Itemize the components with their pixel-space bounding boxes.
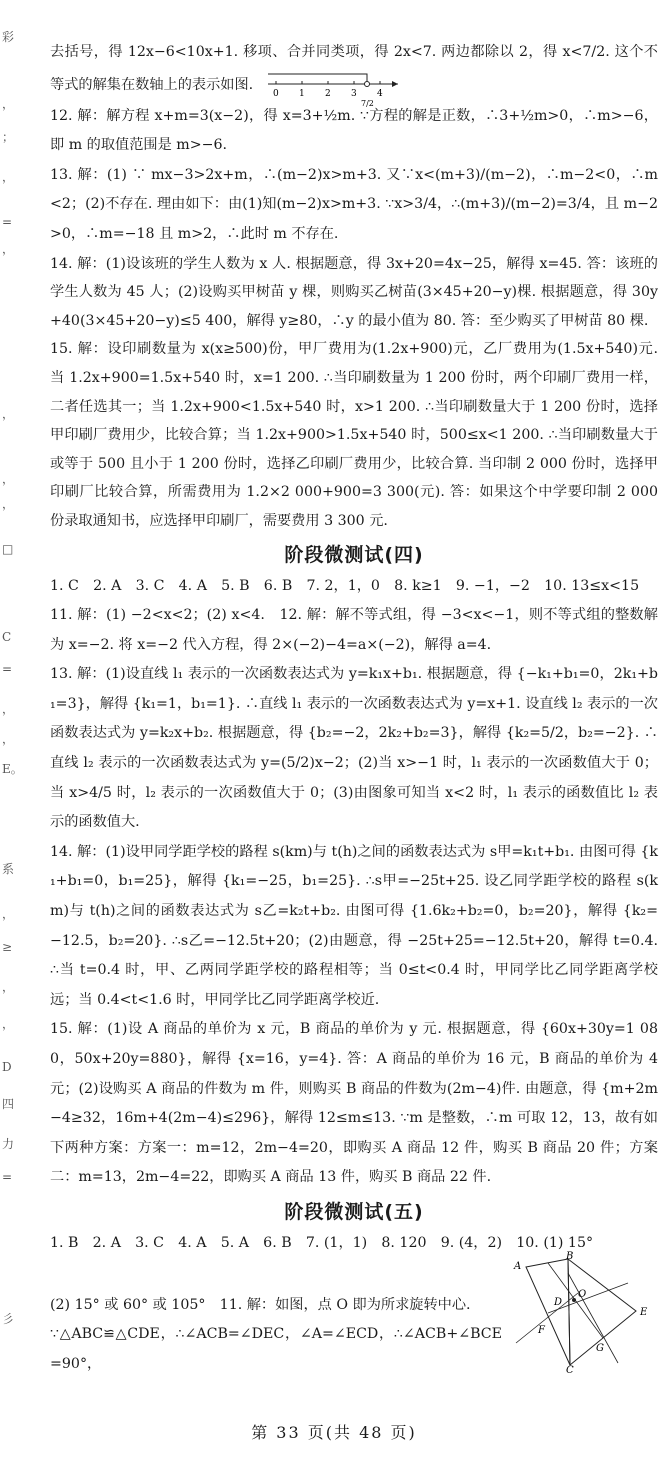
edge-char: ，: [2, 702, 15, 716]
edge-char: ，: [2, 242, 15, 256]
figure-label: A: [514, 1260, 522, 1272]
left-margin-strip: [0, 0, 23, 1462]
paragraph-choice-answers-4: 1. C 2. A 3. C 4. A 5. B 6. B 7. 2，1，0 8. k≥1 9. −1，−2 10. 13≤x<15: [50, 577, 640, 594]
edge-char: C: [2, 630, 12, 644]
paragraph-q13-4: 13. 解：(1)设直线 l₁ 表示的一次函数表达式为 y=k₁x+b₁. 根据题意，得 {−k₁+b₁=0，2k₁+b₁=3}，解得 {k₁=1，b₁=1}. ∴直线 l₁ 表示的一次函数表达式为 y=x+1. 设直线 l₂ 表示的一次函数表达式为 y=k₂x+b₂. 根据题意，得 {b₂=−2，2k₂+b₂=3}，解得 {k₂=5/2，b₂=−2}. ∴直线 l₂ 表示的一次函数表达式为 y=(5/2)x−2；(2)当 x>−1 时，l₁ 表示的一次函数值大于 0；当 x>4/5 时，l₂ 表示的一次函数值大于 0；(3)由图象可知当 x<2 时，l₁ 表示的函数值比 l₂ 表示的函数值大.: [50, 666, 658, 831]
edge-char: ，: [2, 907, 15, 921]
number-line-tick-label: 3: [350, 88, 357, 99]
figure-label: E: [640, 1306, 648, 1318]
number-line-marker-label: 7/2: [360, 98, 374, 108]
edge-char: 系: [2, 862, 15, 876]
edge-char: ，: [2, 980, 15, 994]
edge-char: =: [2, 662, 13, 676]
figure-label: D: [554, 1296, 563, 1308]
edge-char: ，: [2, 472, 15, 486]
edge-char: ，: [2, 732, 15, 746]
number-line-tick-label: 0: [272, 88, 279, 99]
figure-label: O: [578, 1288, 587, 1300]
figure-label: F: [538, 1324, 545, 1336]
edge-char: ，: [2, 407, 15, 421]
paragraph-q13: 13. 解：(1) ∵ mx−3>2x+m，∴(m−2)x>m+3. 又∵x<(m+3)/(m−2)，∴m−2<0，∴m<2；(2)不存在. 理由如下：由(1)知(m−2)x>m+3. ∵x>3/4，∴(m+3)/(m−2)=3/4，且 m−2>0，∴m=−18 且 m>2，∴此时 m 不存在.: [50, 166, 658, 242]
rotation-figure: [508, 1250, 658, 1376]
number-line-solution-ray: [268, 74, 367, 81]
edge-char: 彩: [2, 30, 15, 44]
edge-char: 四: [2, 1097, 15, 1111]
figure-label: C: [566, 1364, 574, 1376]
edge-char: 彡: [2, 1312, 15, 1326]
number-line-tick-label: 2: [324, 88, 331, 99]
edge-char: ，: [2, 497, 15, 511]
paragraph-q12: 12. 解：解方程 x+m=3(x−2)，得 x=3+½m. ∵方程的解是正数，∴3+½m>0，∴m>−6，即 m 的取值范围是 m>−6.: [50, 107, 658, 154]
number-line-tick-label: 1: [298, 88, 305, 99]
number-line-tick-label: 4: [376, 88, 383, 99]
edge-char: ，: [2, 1017, 15, 1031]
edge-char: =: [2, 215, 13, 229]
paragraph-text: 去括号，得 12x−6<10x+1. 移项、合并同类项，得 2x<7. 两边都除以 2，得 x<7/2. 这个不等式的解集在数轴上的表示如图.: [50, 44, 658, 93]
figure-label: B: [566, 1250, 574, 1262]
edge-char: E。: [2, 762, 23, 776]
edge-char: ≥: [2, 940, 13, 954]
paragraph-q11-q12-4: 11. 解：(1) −2<x<2；(2) x<4. 12. 解：解不等式组，得 −3<x<−1，则不等式组的整数解为 x=−2. 将 x=−2 代入方程，得 2×(−2)−4=a×(−2)，解得 a=4.: [50, 607, 658, 653]
edge-char: □: [2, 542, 14, 556]
figure-label: G: [596, 1342, 604, 1354]
edge-char: 力: [2, 1137, 15, 1151]
number-line-open-point: [364, 81, 369, 86]
edge-char: ，: [2, 97, 15, 111]
edge-char: ，: [2, 170, 15, 184]
edge-char: =: [2, 1170, 13, 1184]
number-line-figure: [264, 68, 404, 108]
section-heading-4: 阶段微测试(四): [284, 543, 424, 566]
answer-page: [50, 38, 658, 1379]
page-footer: 第 33 页(共 48 页): [251, 1423, 417, 1442]
section-heading-5: 阶段微测试(五): [284, 1200, 424, 1223]
paragraph-choice-answers-5: 1. B 2. A 3. C 4. A 5. A 6. B 7. (1，1) 8. 120 9. (4，2) 10. (1) 15°: [50, 1234, 594, 1251]
paragraph-last-line: ∵△ABC≌△CDE，∴∠ACB=∠DEC，∠A=∠ECD，∴∠ACB+∠BCE=90°，: [50, 1326, 502, 1372]
edge-char: ；: [2, 130, 15, 144]
paragraph-q15-4: 15. 解：(1)设 A 商品的单价为 x 元，B 商品的单价为 y 元. 根据题意，得 {60x+30y=1 080，50x+20y=880}，解得 {x=16，y=4}. 答：A 商品的单价为 16 元，B 商品的单价为 4 元；(2)设购买 A 商品的件数为 m 件，则购买 B 商品的件数为(2m−4)件. 由题意，得 {m+2m−4≥32，16m+4(2m−4)≤296}，解得 12≤m≤13. ∵m 是整数，∴m 可取 12，13，故有如下两种方案：方案一：m=12，2m−4=20，即购买 A 商品 12 件，购买 B 商品 20 件；方案二：m=13，2m−4=22，即购买 A 商品 13 件，购买 B 商品 22 件.: [50, 1021, 658, 1186]
edge-char: D: [2, 1060, 12, 1074]
paragraph-inequality-solution: [50, 38, 658, 108]
paragraph-q14-4: 14. 解：(1)设甲同学距学校的路程 s(km)与 t(h)之间的函数表达式为 s甲=k₁t+b₁. 由图可得 {k₁+b₁=0，b₁=25}，解得 {k₁=−25，b₁=25}. ∴s甲=−25t+25. 设乙同学距学校的路程 s(km)与 t(h)之间的函数表达式为 s乙=k₂t+b₂. 由图可得 {1.6k₂+b₂=0，b₂=20}，解得 {k₂=−12.5，b₂=20}. ∴s乙=−12.5t+20；(2)由题意，得 −25t+25=−12.5t+20，解得 t=0.4. ∴当 t=0.4 时，甲、乙两同学距学校的路程相等；当 0≤t<0.4 时，甲同学比乙同学距离学校远；当 0.4<t<1.6 时，甲同学比乙同学距离学校近.: [50, 843, 658, 1008]
paragraph-q10-q11-5: (2) 15° 或 60° 或 105° 11. 解：如图，点 O 即为所求旋转中心.: [50, 1296, 471, 1313]
paragraph-q14: 14. 解：(1)设该班的学生人数为 x 人. 根据题意，得 3x+20=4x−25，解得 x=45. 答：该班的学生人数为 45 人；(2)设购买甲树苗 y 棵，则购买乙树苗(3×45+20−y)棵. 根据题意，得 30y+40(3×45+20−y)≤5 400，解得 y≥80，∴y 的最小值为 80. 答：至少购买了甲树苗 80 棵.: [50, 255, 658, 329]
paragraph-q15: 15. 解：设印刷数量为 x(x≥500)份，甲厂费用为(1.2x+900)元，乙厂费用为(1.5x+540)元. 当 1.2x+900=1.5x+540 时，x=1 200. ∴当印刷数量为 1 200 份时，两个印刷厂费用一样，二者任选其一；当 1.2x+900<1.5x+540 时，x>1 200. ∴当印刷数量大于 1 200 份时，选择甲印刷厂费用少，比较合算；当 1.2x+900>1.5x+540 时，500≤x<1 200. ∴当印刷数量大于或等于 500 且小于 1 200 份时，选择乙印刷厂费用少，比较合算. 当印制 2 000 份时，选择甲印刷厂比较合算，所需费用为 1.2×2 000+900=3 300(元). 答：如果这个中学要印制 2 000 份录取通知书，应选择甲印刷厂，需要费用 3 300 元.: [50, 341, 658, 529]
